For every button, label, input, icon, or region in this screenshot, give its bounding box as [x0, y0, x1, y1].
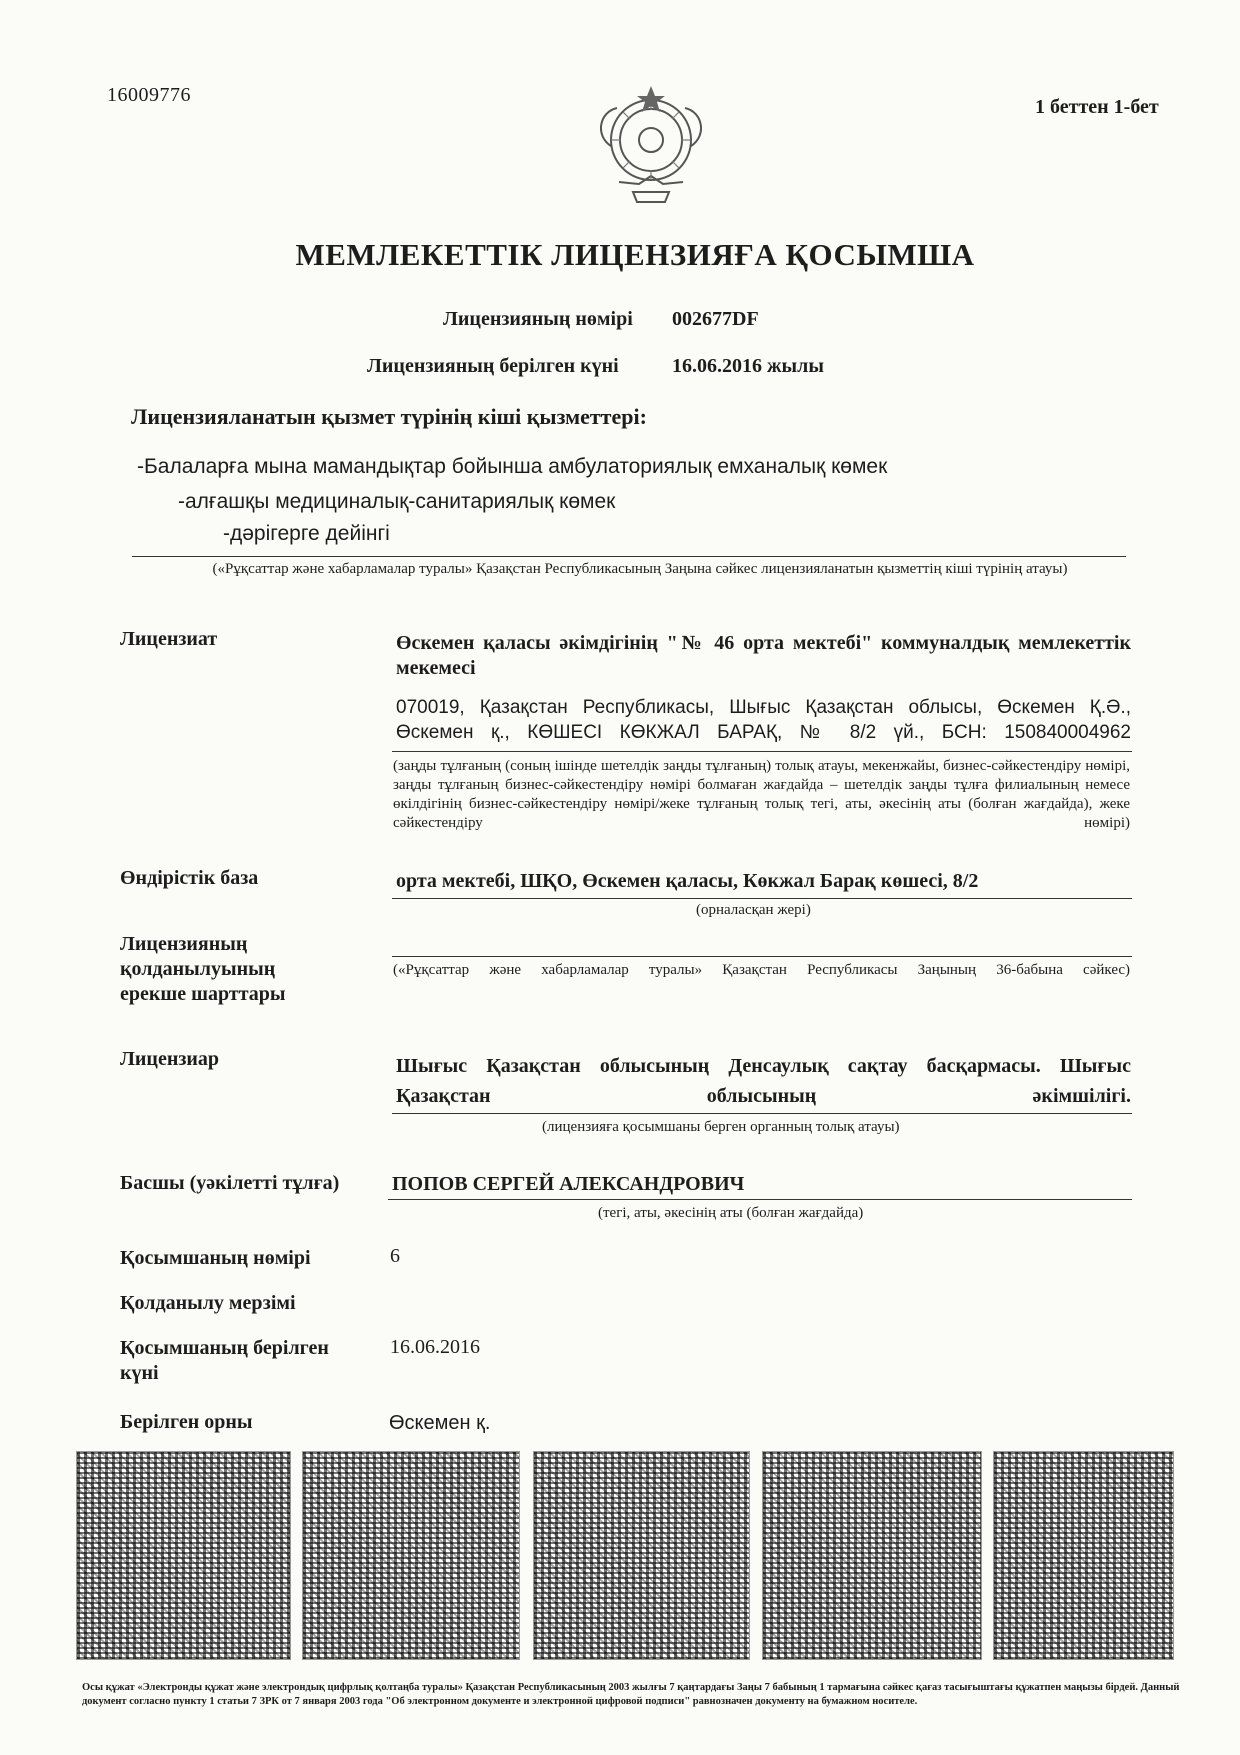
license-number-value: 002677DF: [672, 308, 759, 330]
divider: [388, 1199, 1132, 1200]
qr-code-1: [76, 1451, 291, 1660]
validity-label: Қолданылу мерзімі: [120, 1292, 296, 1314]
special-conditions-label: Лицензияның қолданылуының ерекше шарттары: [120, 933, 286, 1005]
special-conditions-caption: («Рұқсаттар және хабарламалар туралы» Қазақстан Республикасы Заңының 36-бабына сәйкес): [393, 962, 1130, 978]
subservice-item: -дәрігерге дейінгі: [223, 522, 390, 545]
licensee-caption: (заңды тұлғаның (соның ішінде шетелдік заңды тұлғаның) толық атауы, мекенжайы, бизнес-сәйкестендіру нөмірі, заңды тұлғаның бизнес-сәйкестендіру нөмірі болмаған жағдайда – шетелдік заңды тұлға филиалының немесе өкілдігінің бизнес-сәйкестендіру нөмірі/жеке тұлғаның толық тегі, аты, әкесінің аты (болған жағдайда), жеке сәйкестендіру нөмірі): [393, 758, 1130, 831]
divider: [132, 556, 1126, 557]
license-date-value: 16.06.2016 жылы: [672, 355, 824, 377]
production-base-caption: (орналасқан жері): [696, 902, 811, 918]
qr-code-2: [302, 1451, 520, 1660]
production-base-label: Өндірістік база: [120, 867, 259, 889]
licensor-caption: (лицензияға қосымшаны берген органның толық атауы): [542, 1119, 900, 1135]
issue-date-value: 16.06.2016: [390, 1336, 480, 1358]
subservices-heading: Лицензияланатын қызмет түрінің кіші қызметтері:: [131, 404, 647, 429]
divider: [392, 956, 1132, 957]
production-base-value: орта мектебі, ШҚО, Өскемен қаласы, Көкжал Барақ көшесі, 8/2: [396, 870, 979, 892]
page-indicator: 1 беттен 1-бет: [1035, 96, 1159, 118]
head-label: Басшы (уәкілетті тұлға): [120, 1172, 340, 1194]
issue-place-value: Өскемен қ.: [389, 1412, 491, 1434]
divider: [392, 898, 1132, 899]
licensee-label: Лицензиат: [120, 628, 218, 650]
licensor-label: Лицензиар: [120, 1048, 220, 1070]
qr-code-3: [533, 1451, 750, 1660]
subservice-item: -Балаларға мына мамандықтар бойынша амбулаториялық емханалық көмек: [137, 455, 888, 478]
licensee-name: Өскемен қаласы әкімдігінің "№ 46 орта мектебі" коммуналдық мемлекеттік мекемесі: [396, 632, 1131, 679]
qr-code-5: [993, 1451, 1174, 1660]
divider: [392, 751, 1132, 752]
licensee-address: 070019, Қазақстан Республикасы, Шығыс Қазақстан облысы, Өскемен Қ.Ә., Өскемен қ., КӨШЕСІ КӨКЖАЛ БАРАҚ, № 8/2 үй., БСН: 150840004962: [396, 697, 1131, 743]
document-number: 16009776: [107, 84, 191, 106]
appendix-number-label: Қосымшаның нөмірі: [120, 1247, 311, 1269]
license-number-label: Лицензияның нөмірі: [443, 308, 633, 330]
state-emblem-icon: [589, 84, 713, 206]
license-date-label: Лицензияның берілген күні: [367, 355, 619, 377]
head-caption: (тегі, аты, әкесінің аты (болған жағдайда): [598, 1205, 864, 1221]
licensor-value: Шығыс Қазақстан облысының Денсаулық сақтау басқармасы. Шығыс Қазақстан облысының әкімшілігі.: [396, 1055, 1131, 1107]
qr-code-4: [762, 1451, 982, 1660]
footer-legal-note: Осы құжат «Электронды құжат және электрондық цифрлық қолтаңба туралы» Қазақстан Республикасының 2003 жылғы 7 қаңтардағы Заңы 7 бабының 1 тармағына сәйкес қағаз тасығыштағы құжатпен маңызы бірдей. Данный документ согласно пункту 1 статьи 7 ЗРК от 7 января 2003 года "Об электронном документе и электронной цифровой подписи" равнозначен документу на бумажном носителе.: [82, 1682, 1180, 1707]
issue-date-label: Қосымшаның берілген күні: [120, 1337, 329, 1384]
subservices-caption: («Рұқсаттар және хабарламалар туралы» Қазақстан Республикасының Заңына сәйкес лицензияланатын қызметтің кіші түрінің атауы): [212, 561, 1068, 577]
issue-place-label: Берілген орны: [120, 1411, 253, 1433]
head-value: ПОПОВ СЕРГЕЙ АЛЕКСАНДРОВИЧ: [392, 1173, 745, 1195]
document-title: МЕМЛЕКЕТТІК ЛИЦЕНЗИЯҒА ҚОСЫМША: [295, 237, 975, 272]
divider: [392, 1113, 1132, 1114]
appendix-number-value: 6: [390, 1245, 400, 1267]
subservice-item: -алғашқы медициналық-санитариялық көмек: [178, 490, 616, 513]
